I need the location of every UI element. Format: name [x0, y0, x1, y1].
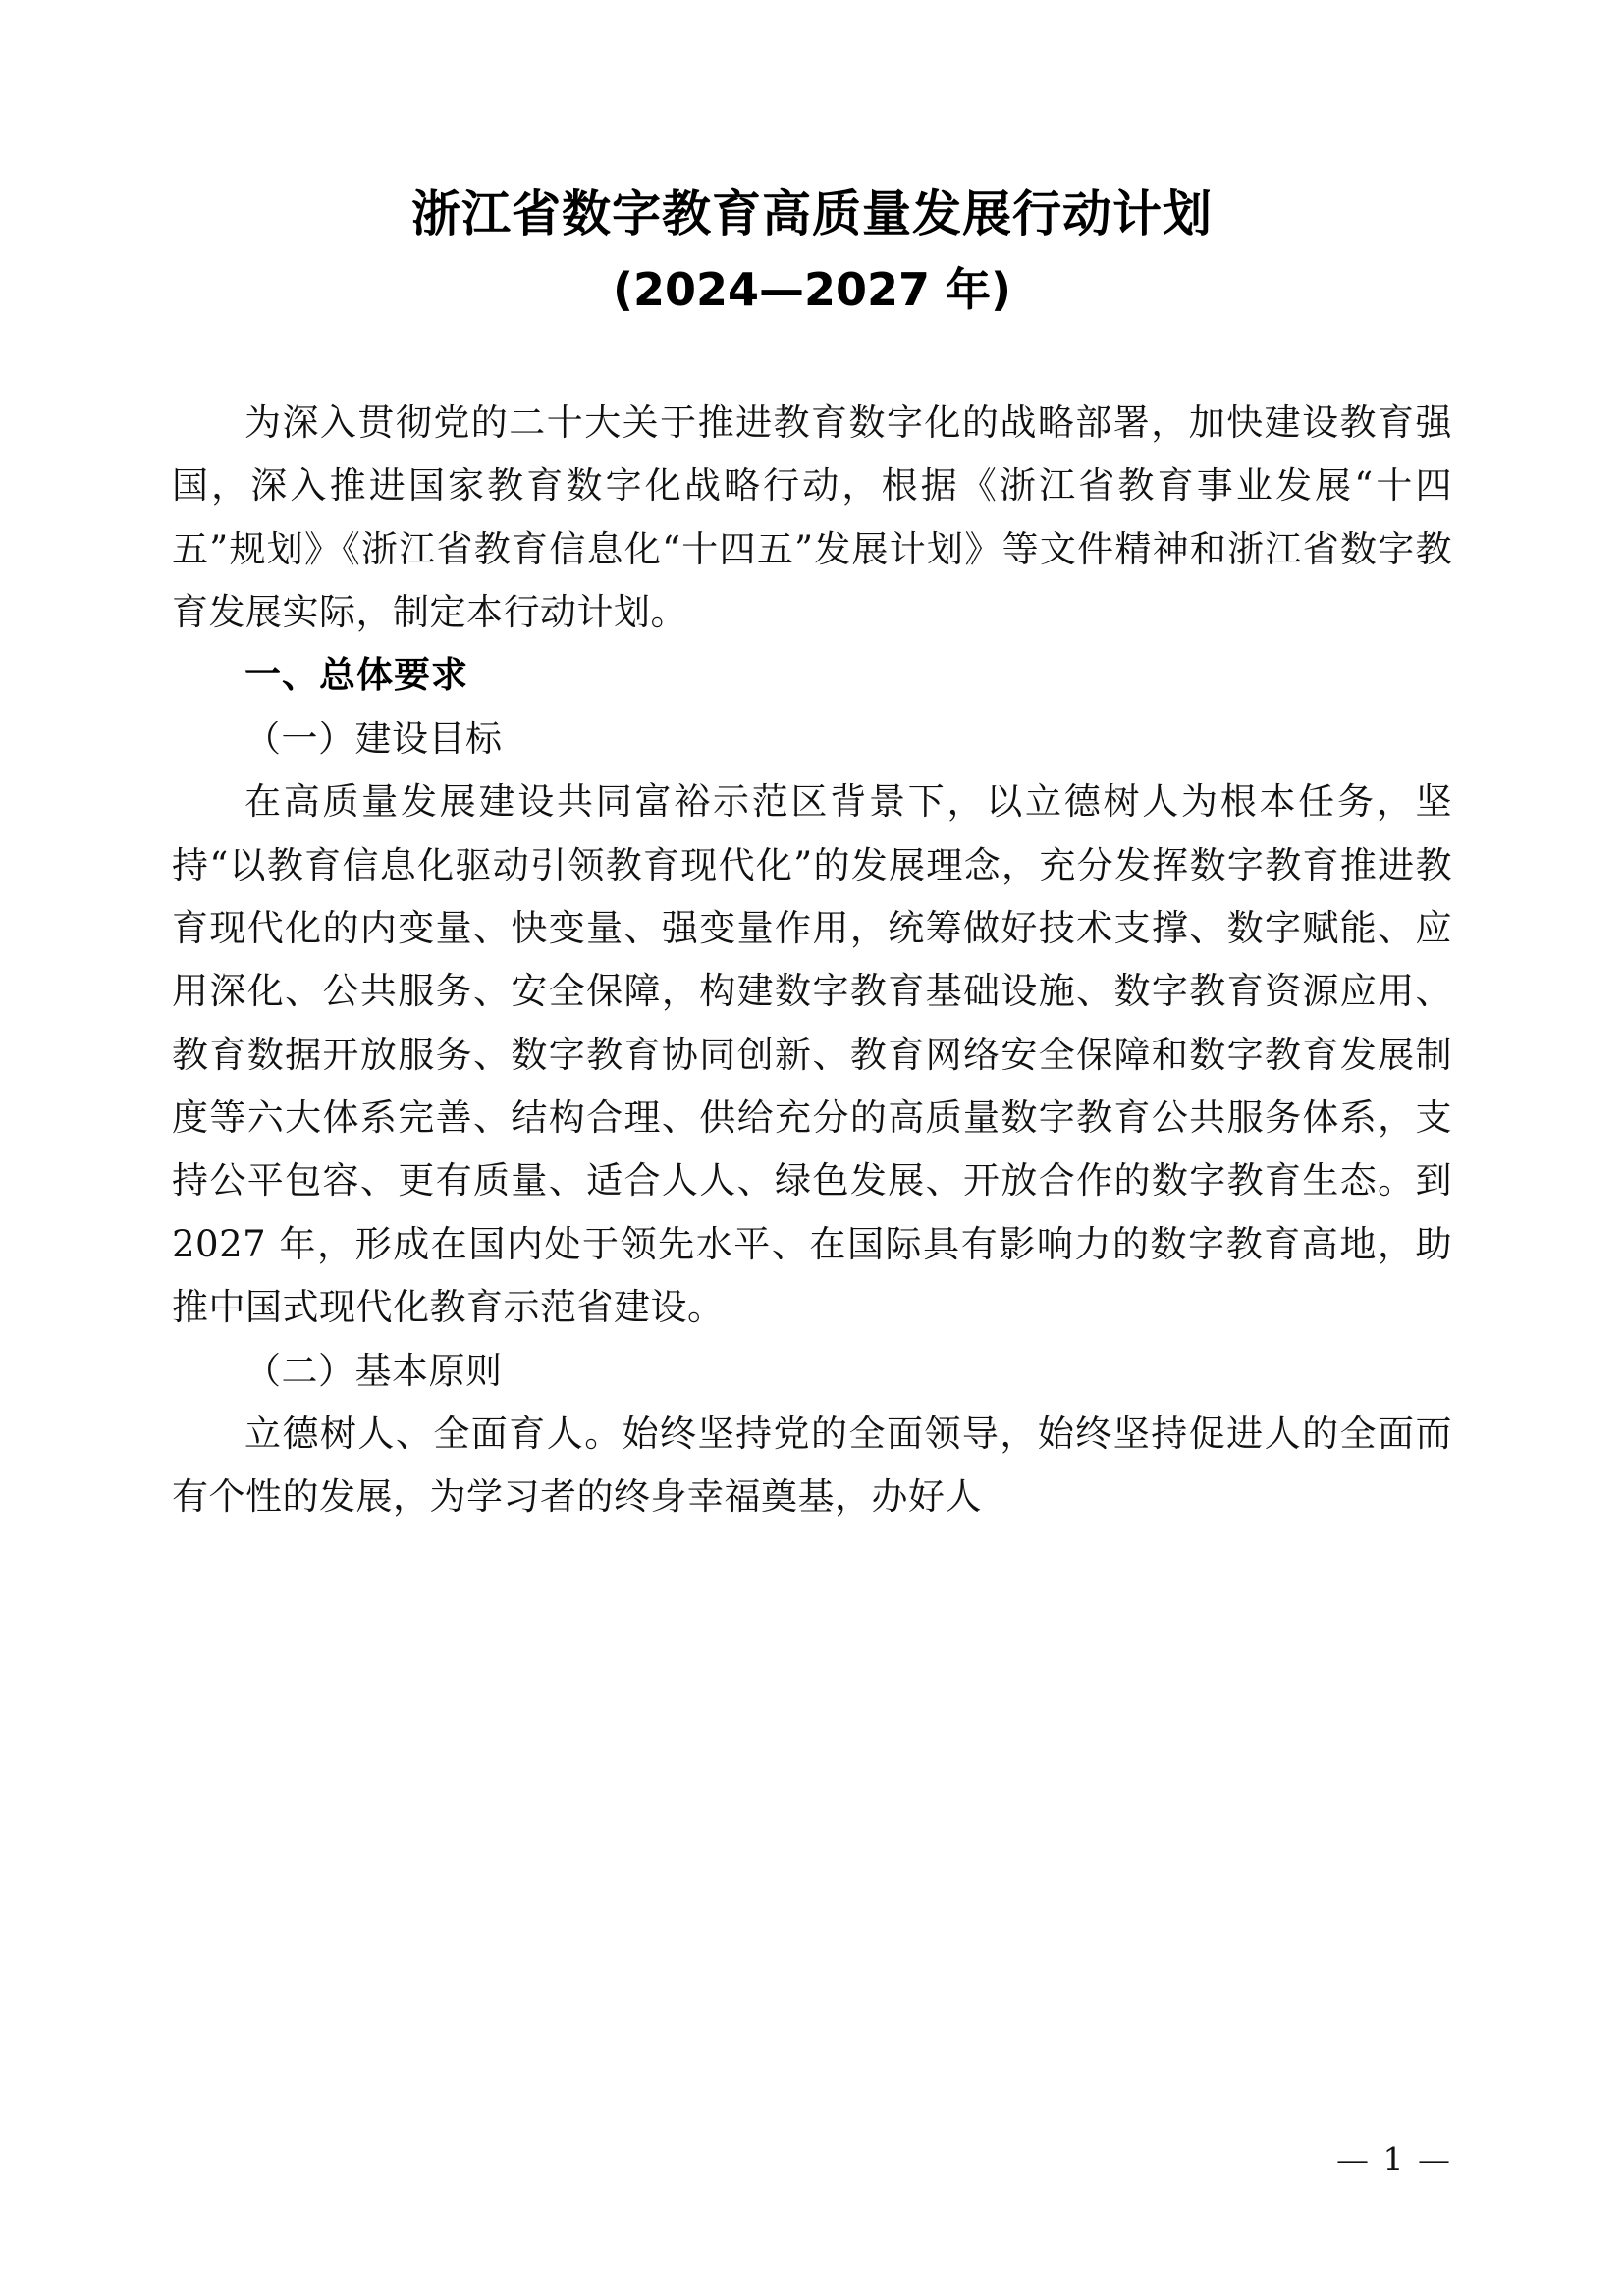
document-body	[172, 392, 1452, 1529]
heading-section-one: 一、总体要求	[244, 654, 468, 697]
page-number: — 1 —	[1336, 2140, 1452, 2178]
page-title: 浙江省数字教育高质量发展行动计划	[411, 186, 1213, 242]
page-subtitle: (2024—2027 年)	[612, 262, 1012, 316]
heading-subsection-two: （二）基本原则	[244, 1349, 503, 1392]
paragraph-subsection-two-body: 立德树人、全面育人。始终坚持党的全面领导，始终坚持促进人的全面而有个性的发展，为学习者的终身幸福奠基，办好人	[172, 1412, 1452, 1519]
paragraph-preamble: 为深入贯彻党的二十大关于推进教育数字化的战略部署，加快建设教育强国，深入推进国家教育数字化战略行动，根据《浙江省教育事业发展“十四五”规划》《浙江省教育信息化“十四五”发展计划》等文件精神和浙江省数字教育发展实际，制定本行动计划。	[172, 400, 1452, 634]
heading-subsection-one: （一）建设目标	[244, 717, 503, 760]
paragraph-subsection-one-body: 在高质量发展建设共同富裕示范区背景下，以立德树人为根本任务，坚持“以教育信息化驱动引领教育现代化”的发展理念，充分发挥数字教育推进教育现代化的内变量、快变量、强变量作用，统筹做好技术支撑、数字赋能、应用深化、公共服务、安全保障，构建数字教育基础设施、数字教育资源应用、教育数据开放服务、数字教育协同创新、教育网络安全保障和数字教育发展制度等六大体系完善、结构合理、供给充分的高质量数字教育公共服务体系，支持公平包容、更有质量、适合人人、绿色发展、开放合作的数字教育生态。到 2027 年，形成在国内处于领先水平、在国际具有影响力的数字教育高地，助推中国式现代化教育示范省建设。	[172, 780, 1452, 1329]
